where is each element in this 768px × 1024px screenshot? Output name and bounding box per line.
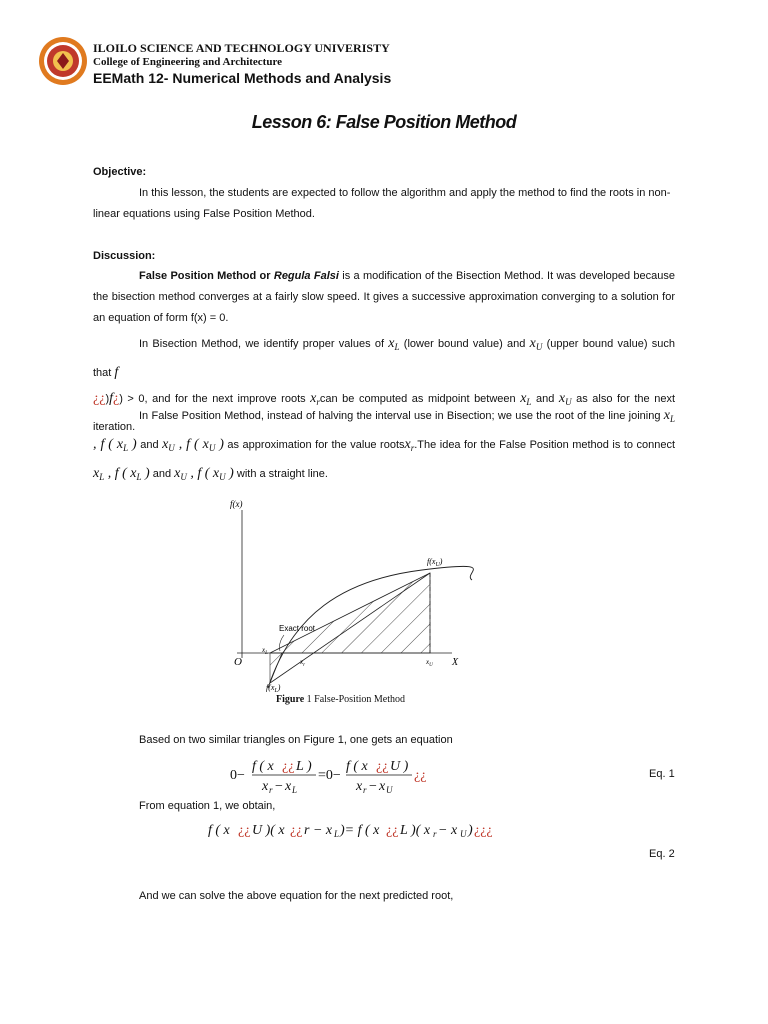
eq1-label: Eq. 1 (649, 768, 675, 780)
p3-e: and (149, 468, 175, 480)
svg-text:f ( x: f ( x (346, 759, 368, 774)
svg-text:U ): U ) (390, 759, 409, 774)
objective-heading: Objective: (93, 166, 147, 178)
eq2-label: Eq. 2 (649, 848, 675, 860)
eq-from: From equation 1, we obtain, (139, 800, 276, 812)
svg-text:−: − (369, 779, 377, 794)
svg-text:): ) (468, 823, 473, 838)
svg-text:f ( x: f ( x (252, 759, 274, 774)
p2-g: as also for the next iteration. (93, 393, 675, 433)
eq-solve: And we can solve the above equation for the next predicted root, (139, 890, 454, 902)
p2-a: In Bisection Method, we identify proper values of (139, 338, 389, 350)
objective-line-2: linear equations using False Position Method. (93, 208, 315, 220)
svg-text:¿¿: ¿¿ (282, 759, 295, 774)
fxu-label: $f(x_U)$ (427, 557, 443, 568)
p2-c: (upper bound value) such that (93, 338, 675, 379)
svg-text:x: x (379, 779, 386, 794)
svg-text:f ( x: f ( x (208, 823, 230, 838)
p2-e: can be computed as midpoint between (319, 393, 521, 405)
course-title: EEMath 12- Numerical Methods and Analysis (93, 70, 392, 86)
svg-text:L: L (334, 829, 340, 839)
p2-d: > 0, and for the next improve roots (122, 393, 311, 405)
svg-text:L )( x: L )( x (400, 823, 431, 838)
svg-text:¿¿: ¿¿ (238, 823, 251, 838)
svg-text:¿¿¿: ¿¿¿ (474, 823, 493, 838)
svg-text:U: U (460, 829, 467, 839)
university-name: ILOILO SCIENCE AND TECHNOLOGY UNIVERISTY (93, 41, 390, 55)
university-seal-icon (38, 36, 88, 86)
college-name: College of Engineering and Architecture (93, 56, 283, 68)
xu-label: $x_U$ (426, 658, 433, 668)
svg-text:x: x (356, 779, 363, 794)
discussion-paragraph-1 (93, 266, 675, 329)
p3-b: and (136, 439, 163, 451)
svg-text:− x: − x (438, 823, 458, 838)
svg-text:¿¿: ¿¿ (414, 768, 427, 783)
lesson-title: Lesson 6: False Position Method (251, 112, 517, 132)
figure-caption (276, 694, 405, 705)
svg-text:)= f ( x: )= f ( x (340, 823, 380, 838)
discussion-heading: Discussion: (93, 250, 156, 262)
p2-f: and (531, 393, 559, 405)
equation-1 (230, 755, 450, 795)
svg-text:−: − (275, 779, 283, 794)
discussion-paragraph-2: In Bisection Method, we identify proper values of $x_L$ (lower bound value) and $x_U$ (upper bound value) such that f ¿¿)f¿) > 0, and for the next improve roots $x_rcan$ be computed as midpoint between $x_L$ and $x_U$ as also for the next iteration. (93, 336, 675, 433)
svg-text:r − x: r − x (304, 823, 333, 838)
svg-text:x: x (262, 779, 269, 794)
term-regula-falsi: Regula Falsi (273, 270, 339, 282)
figure-caption-rest: 1 False-Position Method (304, 694, 405, 705)
svg-text:U )( x: U )( x (252, 823, 285, 838)
x-axis-label: X (452, 657, 459, 668)
svg-text:U: U (386, 785, 393, 795)
svg-text:¿¿: ¿¿ (386, 823, 399, 838)
p3-a: In False Position Method, instead of halving the interval use in Bisection; we use the root of the line joining (139, 410, 664, 422)
svg-text:¿¿: ¿¿ (290, 823, 303, 838)
svg-text:0−: 0− (230, 768, 245, 783)
xl-label: $x_L$ (262, 646, 268, 656)
exact-root-label: Exact root (279, 624, 316, 633)
xr-label: $x_r$ (300, 658, 306, 668)
term-false-position: False Position Method or (139, 270, 274, 282)
false-position-figure (222, 495, 482, 710)
discussion-paragraph-3: In False Position Method, instead of halving the interval use in Bisection; we use the root of the line joining $x_L$ , f ( $x_L$ ) and $x_U$ , f ( $x_U$ ) as approximation for the value rootsx$_r$.The idea for the False Position method is to connect $x_L$ , f ( $x_L$ ) and $x_U$ , f ( $x_U$ ) with a straight line. (93, 408, 676, 482)
figure-caption-bold: Figure (276, 694, 305, 705)
svg-text:r: r (269, 785, 273, 795)
p3-f: with a straight line. (233, 468, 328, 480)
objective-text (93, 183, 675, 225)
svg-text:=0−: =0− (318, 768, 341, 783)
eq-intro: Based on two similar triangles on Figure 1, one gets an equation (139, 734, 453, 746)
svg-text:L: L (292, 785, 298, 795)
p2-b: (lower bound value) and (399, 338, 530, 350)
svg-text:x: x (285, 779, 292, 794)
fxl-label: $f(x_L)$ (266, 683, 281, 694)
equation-2-svg (208, 818, 508, 842)
objective-line-1: In this lesson, the students are expected to follow the algorithm and apply the method to find the roots in non- (139, 187, 671, 199)
svg-text:L ): L ) (296, 759, 312, 774)
p1-text: is a modification of the Bisection Method. It was developed because the bisection method converges at a fairly slow speed. It gives a successive approximation converging to a solution for an equation of form f(x) = 0. (93, 270, 676, 324)
hatched-triangle (270, 573, 430, 653)
equation-1-svg (230, 755, 450, 795)
fx-label: f(x) (230, 499, 243, 509)
svg-text:¿¿: ¿¿ (376, 759, 389, 774)
svg-text:r: r (433, 829, 437, 839)
svg-text:r: r (363, 785, 367, 795)
p3-d: .The idea for the False Position method is to connect (414, 439, 676, 451)
p3-c: as approximation for the value roots (223, 439, 405, 451)
equation-2 (208, 818, 508, 842)
origin-label: O (234, 656, 242, 668)
